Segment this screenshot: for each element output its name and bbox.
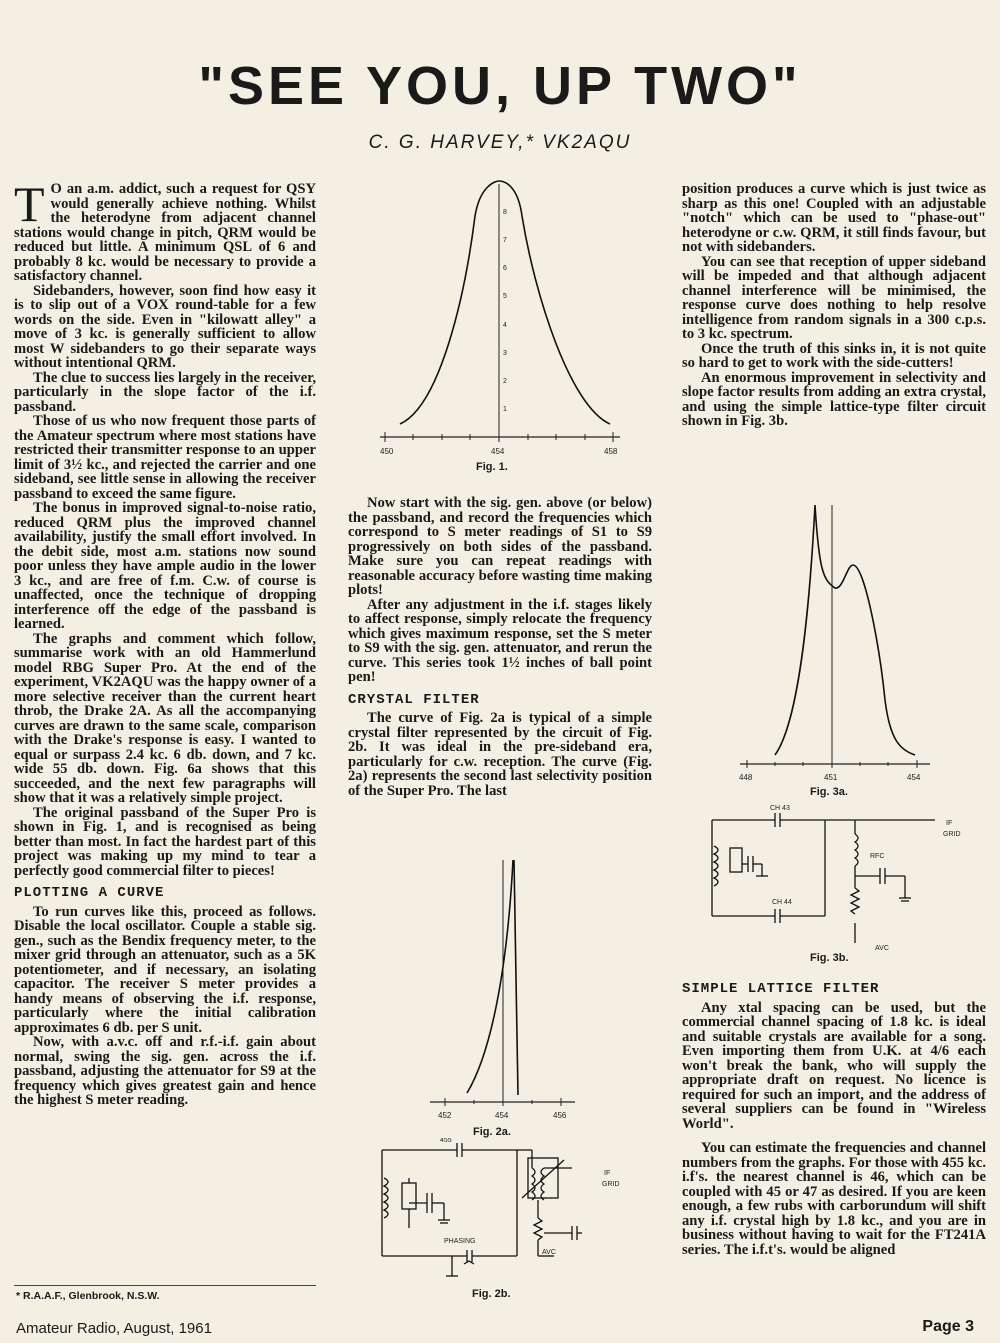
fig2b-avc-label: AVC (542, 1249, 556, 1256)
fig3b-ch43-label: CH 43 (770, 805, 790, 812)
text-column-3 (682, 182, 986, 429)
fig3a-tick-454: 454 (907, 773, 921, 782)
fig2a-tick-454: 454 (495, 1111, 509, 1120)
paragraph: The curve of Fig. 2a is typical of a simple crystal filter represented by the circuit of Fig. 2b. It was ideal in the pre-sideband era, particularly for c.w. reception. The curve (Fig. 2a) represents the second last selectivity position of the Super Pro. The last (348, 710, 652, 799)
paragraph: Now, with a.v.c. off and r.f.-i.f. gain about normal, swing the sig. gen. across the i.f. passband, adjusting the attenuator for S9 at the frequency which gives greatest gain and hence the highest S meter reading. (14, 1034, 316, 1108)
fig2b-if-label: IF (604, 1170, 611, 1177)
fig3b-if-label: IF (946, 820, 953, 827)
figure-3a-caption: Fig. 3a. (810, 786, 848, 798)
drop-cap: T (14, 176, 45, 232)
paragraph: The clue to success lies largely in the receiver, particularly in the slope factor of the i.f. passband. (14, 369, 316, 415)
fig2b-phasing-label: PHASING (444, 1238, 476, 1245)
section-heading: SIMPLE LATTICE FILTER (682, 981, 880, 997)
fig1-s-label: 3 (503, 350, 507, 357)
fig3b-grid-label: GRID (943, 831, 961, 838)
paragraph: Once the truth of this sinks in, it is not quite so hard to get to work with the side-cutters! (682, 340, 986, 371)
figure-1-caption: Fig. 1. (476, 461, 508, 473)
fig2b-grid-label: GRID (602, 1181, 620, 1188)
fig3a-tick-451: 451 (824, 773, 838, 782)
fig1-s-label: 1 (503, 406, 507, 413)
paragraph: The graphs and comment which follow, summarise work with an old Hammerlund model RBG Super Pro. At the end of the experiment, VK2AQU was the happy owner of a more selective receiver than the current heart throb, the Drake 2A. As all the accompanying curves are drawn to the same scale, comparison with the Drake's response is easy. I wanted to equal or surpass 2.4 kc. 6 db. down, and 7 kc. wide 55 db. down. Fig. 6a shows that this succeeded, and the next few paragraphs will show that it was a relatively simple project. (14, 630, 316, 806)
fig1-tick-450: 450 (380, 447, 394, 456)
footer-publication: Amateur Radio, August, 1961 (16, 1320, 212, 1337)
section-heading: PLOTTING A CURVE (14, 885, 165, 901)
paragraph: T O an a.m. addict, such a request for QSY would generally achieve nothing. Whilst the heterodyne from adjacent channel stations would change in pitch, QRM would be reduced but little. A minimum QSL of 6 and probably 8 kc. would be necessary to provide a satisfactory channel. (14, 176, 316, 284)
fig1-s-label: 8 (503, 209, 507, 216)
paragraph: position produces a curve which is just twice as sharp as this one! Coupled with an adjustable "notch" which can be used to "phase-out" heterodyne or c.w. QRM, it still finds favour, but not with sidebanders. (682, 181, 986, 255)
article-title: "SEE YOU, UP TWO" (198, 56, 802, 116)
fig1-s-label: 7 (503, 237, 507, 244)
fig1-tick-458: 458 (604, 447, 618, 456)
article-byline: C. G. HARVEY,* VK2AQU (368, 132, 632, 153)
fig1-s-label: 4 (503, 322, 507, 329)
figure-3b-caption: Fig. 3b. (810, 952, 849, 964)
section-heading: CRYSTAL FILTER (348, 691, 480, 708)
fig2a-tick-456: 456 (553, 1111, 567, 1120)
paragraph: Those of us who now frequent those parts of the Amateur spectrum where most stations have restricted their transmitter response to an upper limit of 3½ kc., and rejected the carrier and one sideband, see little sense in allowing the receiver passband to exceed the same figure. (14, 413, 316, 502)
fig2a-tick-452: 452 (438, 1111, 452, 1120)
paragraph: The bonus in improved signal-to-noise ratio, reduced QRM plus the improved channel availability, justify the small effort involved. In the debit side, most a.m. stations now sound poor unless they have ample audio in the lower 3 kc., and are free of f.m. C.w. of course is unaffected, once the technique of dropping interference off the edge of the passband is learned. (14, 500, 316, 632)
paragraph: You can estimate the frequencies and channel numbers from the graphs. For those with 455 kc. i.f's. the nearest channel is 46, which can be coupled with 45 or 47 as desired. If you are keen enough, a few rubs with carborundum will shift any i.f. crystal high by 1.8 kc., and you are in business without having to wait for the FT241A series. The i.f.t's. would be aligned (682, 1140, 986, 1258)
paragraph: You can see that reception of upper sideband will be impeded and that although adjacent channel interference will be minimised, the response curve does nothing to help resolve intelligence from random signals in a 300 c.p.s. to 3 kc. spectrum. (682, 253, 986, 342)
figure-2a-caption: Fig. 2a. (473, 1126, 511, 1138)
paragraph: Sidebanders, however, soon find how easy it is to slip out of a VOX round-table for a few words on the side. Even in "kilowatt alley" a move of 3 kc. is generally sufficient to allow most W sidebanders to go their separate ways without intentional QRM. (14, 282, 316, 371)
figure-3a-graph (735, 500, 935, 785)
paragraph: Any xtal spacing can be used, but the commercial channel spacing of 1.8 kc. is ideal and suitable crystals are available for a song. Even importing them from U.K. at 4/6 each won't break the bank, who will supply the appropriate draft on request. No licence is required for such an import, and the address of several suppliers can be found in "Wireless World". (682, 999, 986, 1132)
text-column-1 (14, 176, 316, 1108)
fig1-s-label: 2 (503, 378, 507, 385)
footnote: * R.A.A.F., Glenbrook, N.S.W. (16, 1290, 160, 1302)
paragraph: An enormous improvement in selectivity and slope factor results from adding an extra crystal, and using the simple lattice-type filter circuit shown in Fig. 3b. (682, 369, 986, 429)
figure-2b-caption: Fig. 2b. (472, 1288, 511, 1300)
paragraph: After any adjustment in the i.f. stages likely to affect response, simply relocate the frequency which gives maximum response, set the S meter to S9 with the sig. gen. attenuator, and rerun the curve. This series took 1½ inches of ball point pen! (348, 596, 652, 685)
fig3a-tick-448: 448 (739, 773, 753, 782)
paragraph: Now start with the sig. gen. above (or below) the passband, and record the frequencies which correspond to S meter readings of S1 to S9 progressively on both sides of the passband. Make sure you can repeat readings with reasonable accuracy before wasting time making plots! (348, 495, 652, 598)
figure-1-graph (370, 176, 640, 466)
fig3b-rfc-label: RFC (870, 853, 885, 860)
footnote-rule (14, 1285, 316, 1286)
text-column-3-lower (682, 982, 986, 1257)
fig1-s-label: 5 (503, 293, 507, 300)
footer-page-number: Page 3 (922, 1318, 974, 1335)
figure-3b-circuit (700, 798, 980, 958)
text-column-2 (348, 496, 652, 798)
fig1-tick-454: 454 (491, 447, 505, 456)
fig3b-ch44-label: CH 44 (772, 899, 792, 906)
figure-2a-graph (425, 855, 585, 1125)
fig3b-avc-label: AVC (875, 945, 889, 952)
figure-2b-circuit (372, 1138, 642, 1288)
paragraph: The original passband of the Super Pro is shown in Fig. 1, and is recognised as being better than most. In fact the hardest part of this project was making up my mind to tear a perfectly good commercial filter to pieces! (14, 804, 316, 879)
fig1-s-label: 6 (503, 265, 507, 272)
fig2b-cap-label: 455 (440, 1138, 452, 1144)
paragraph: To run curves like this, proceed as follows. Disable the local oscillator. Couple a stable sig. gen., such as the Bendix frequency meter, to the mixer grid through an attenuator, such as a 5K potentiometer, and if necessary, an isolating capacitor. The receiver S meter provides a handy means of observing the i.f. response, particularly where the initial calibration approximates 6 db. per S unit. (14, 903, 316, 1036)
